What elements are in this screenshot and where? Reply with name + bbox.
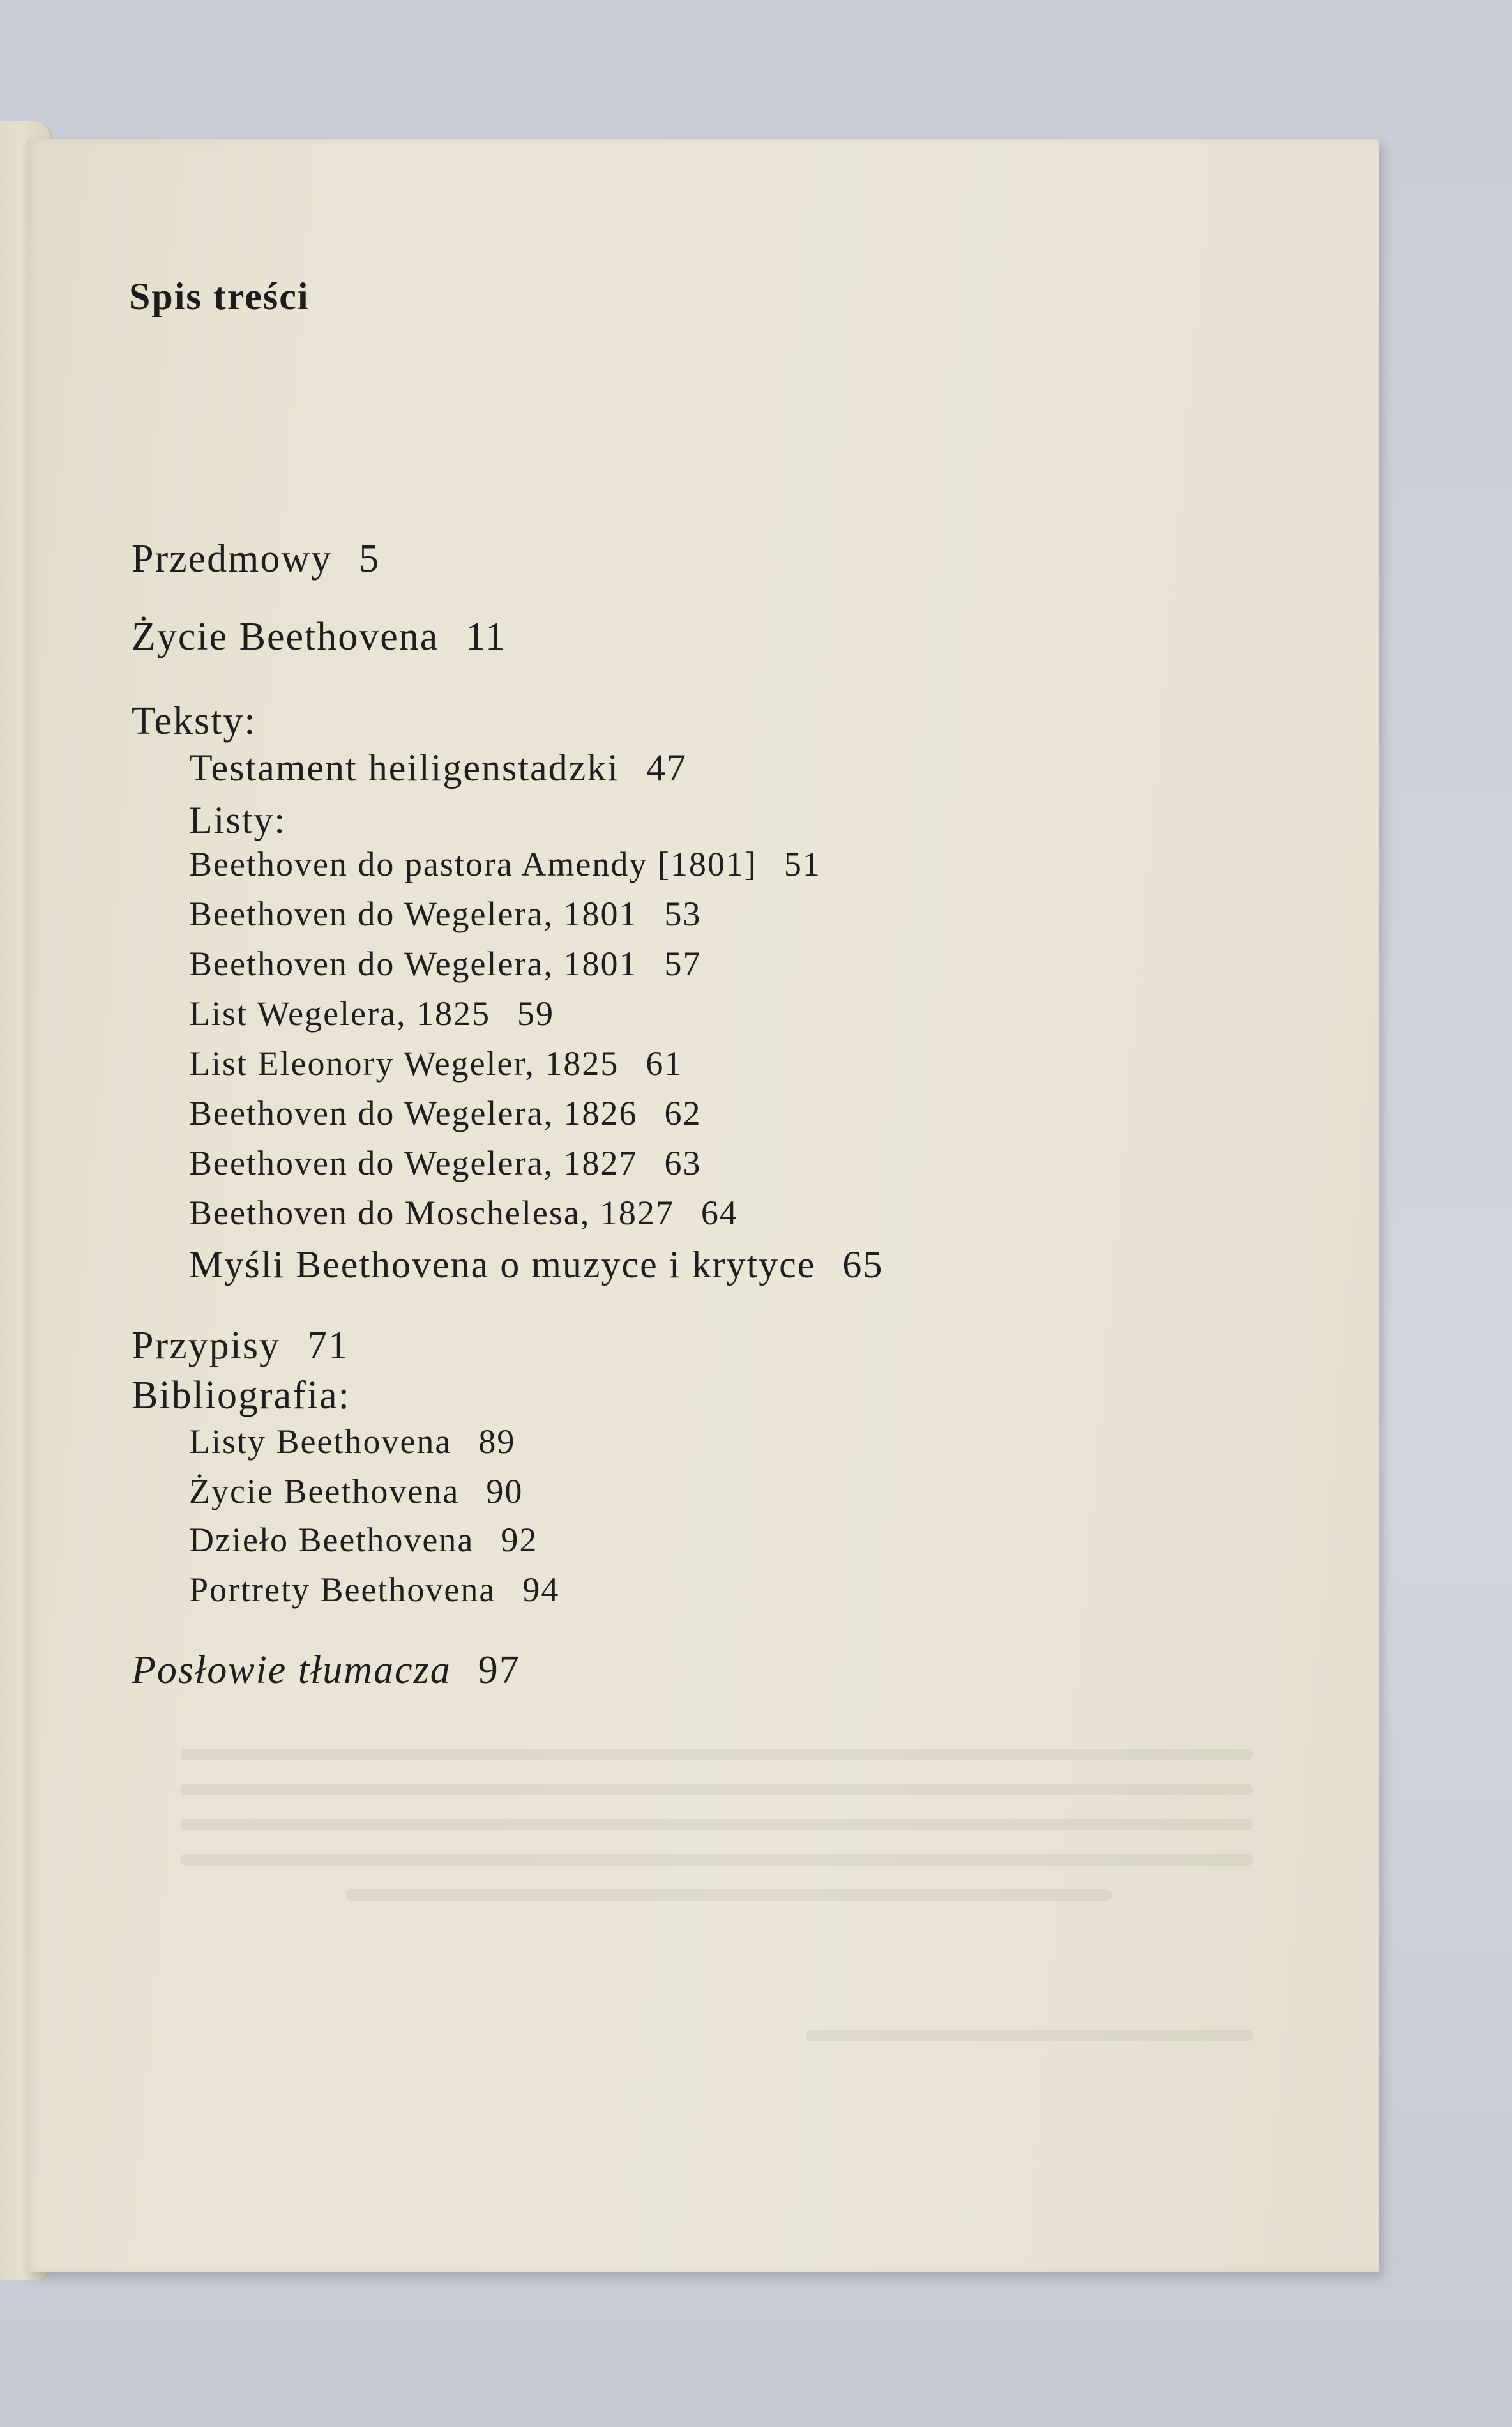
- show-through-text: [806, 2030, 1253, 2041]
- show-through-text: [180, 1784, 1253, 1795]
- toc-entry: Posłowie tłumacza 97: [132, 1648, 520, 1692]
- toc-entry: Portrety Beethovena 94: [189, 1571, 560, 1609]
- toc-entry: Listy Beethovena 89: [189, 1422, 516, 1461]
- page-title: Spis treści: [129, 275, 310, 317]
- show-through-text: [180, 1749, 1253, 1760]
- toc-entry: Myśli Beethovena o muzyce i krytyce 65: [189, 1244, 884, 1286]
- toc-entry: Bibliografia:: [132, 1374, 351, 1417]
- show-through-text: [180, 1819, 1253, 1830]
- toc-entry: Beethoven do Moschelesa, 1827 64: [189, 1194, 738, 1232]
- toc-entry: Beethoven do Wegelera, 1801 53: [189, 895, 702, 933]
- toc-entry: Testament heiligenstadzki 47: [189, 747, 687, 789]
- toc-entry: List Eleonory Wegeler, 1825 61: [189, 1044, 683, 1083]
- toc-entry: List Wegelera, 1825 59: [189, 994, 555, 1033]
- toc-entry: Dzieło Beethovena 92: [189, 1521, 538, 1559]
- toc-entry: Życie Beethovena 11: [132, 615, 506, 658]
- toc-entry: Życie Beethovena 90: [189, 1472, 524, 1510]
- toc-entry: Przedmowy 5: [132, 537, 381, 581]
- show-through-text: [346, 1889, 1112, 1901]
- toc-entry: Przypisy 71: [132, 1324, 349, 1367]
- show-through-text: [180, 1854, 1253, 1866]
- toc-entry: Beethoven do Wegelera, 1801 57: [189, 945, 702, 983]
- toc-entry: Listy:: [189, 799, 287, 841]
- toc-entry: Teksty:: [132, 699, 257, 743]
- toc-entry: Beethoven do Wegelera, 1826 62: [189, 1094, 702, 1132]
- toc-entry: Beethoven do Wegelera, 1827 63: [189, 1144, 702, 1182]
- toc-entry: Beethoven do pastora Amendy [1801] 51: [189, 845, 821, 883]
